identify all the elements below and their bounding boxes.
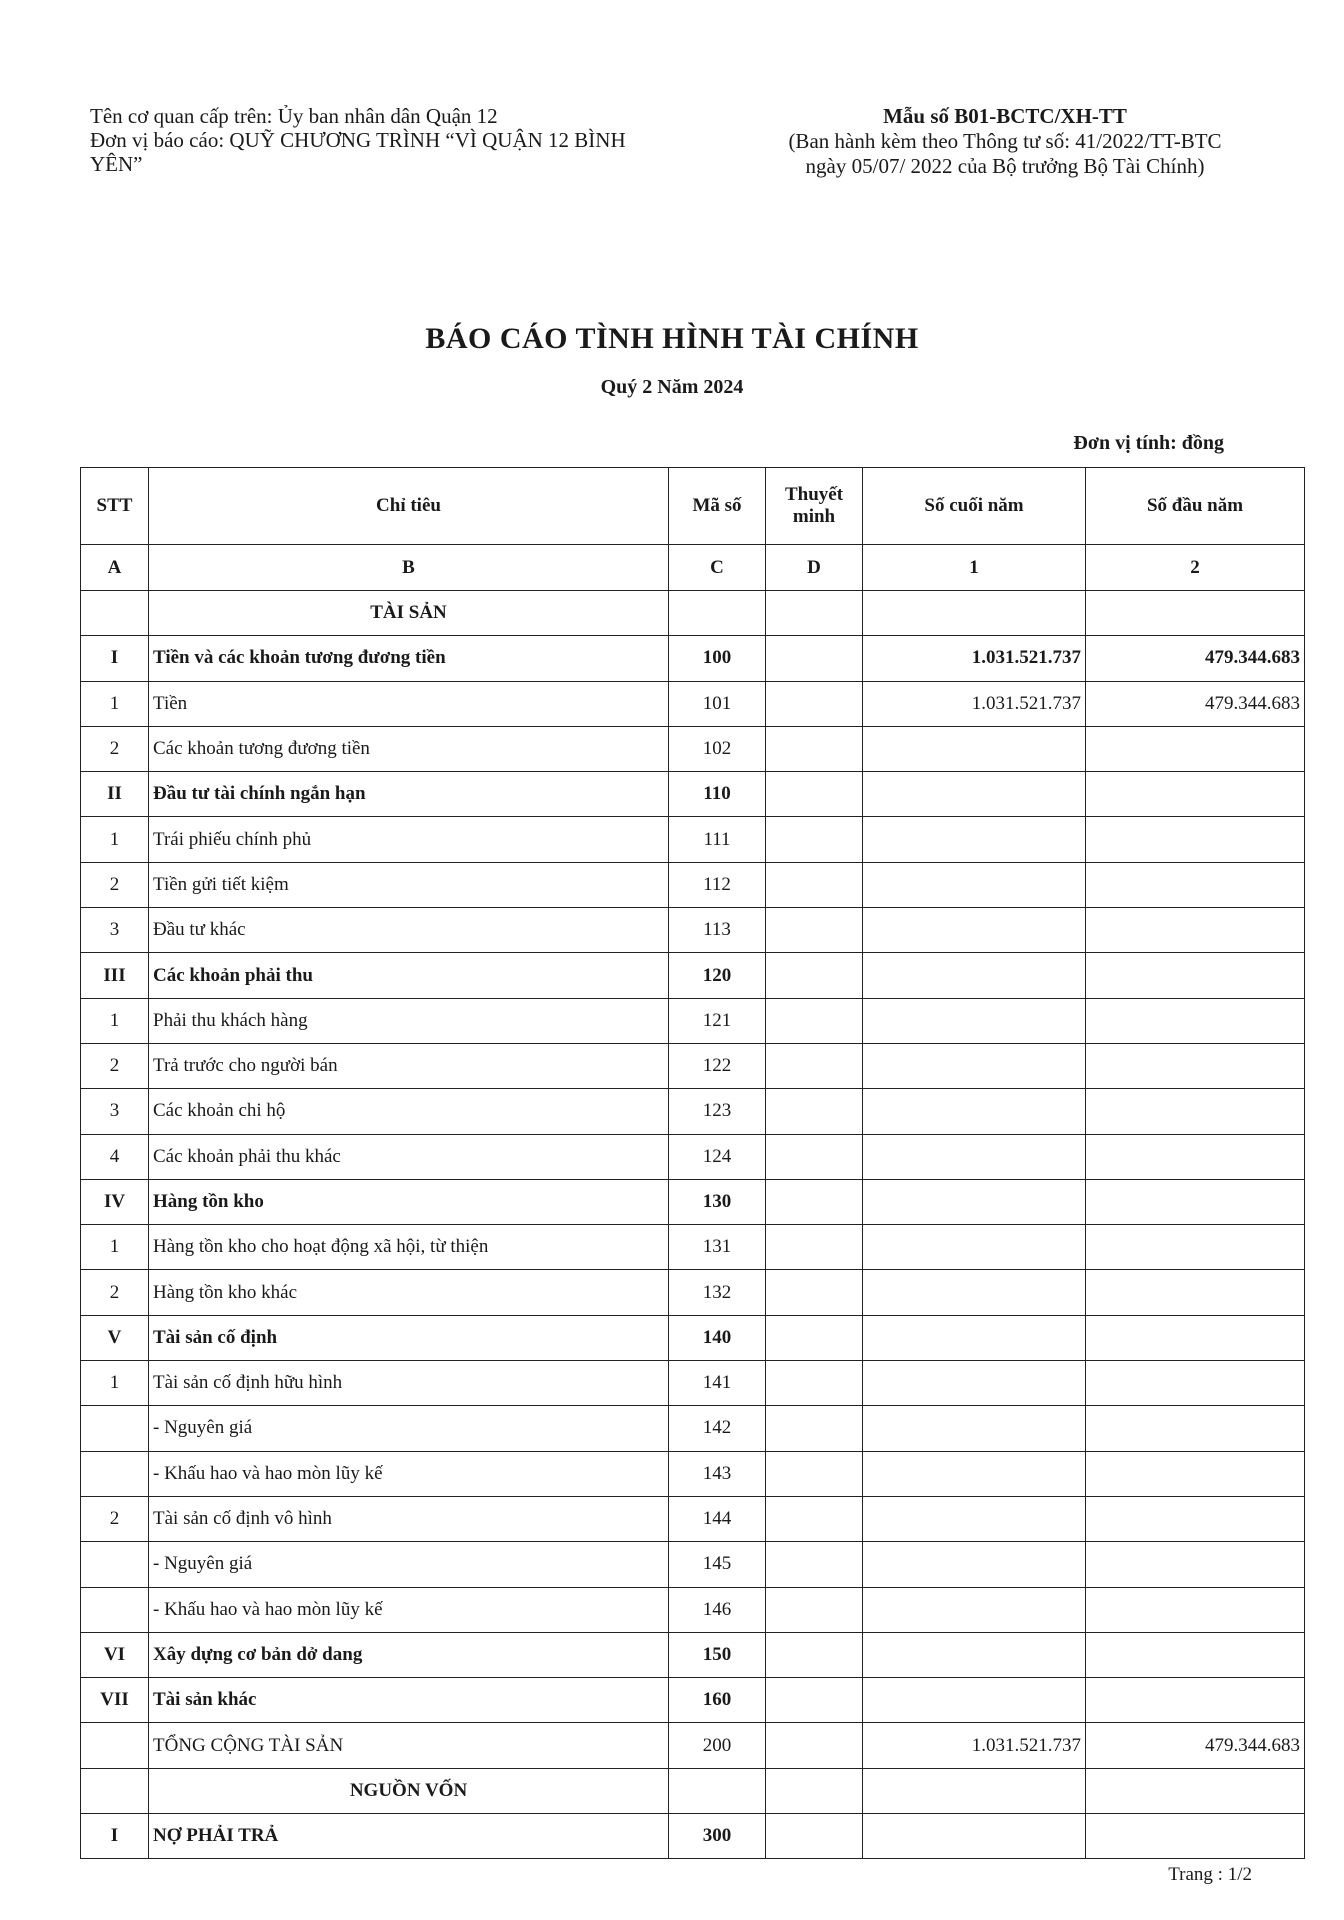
row-note xyxy=(766,1768,863,1813)
table-row xyxy=(81,1542,1305,1587)
row-code: 300 xyxy=(669,1814,766,1859)
row-code: 120 xyxy=(669,953,766,998)
row-code: 145 xyxy=(669,1542,766,1587)
row-end-of-year xyxy=(863,1814,1086,1859)
table-row xyxy=(81,908,1305,953)
row-stt: II xyxy=(81,772,149,817)
table-row xyxy=(81,1451,1305,1496)
row-note xyxy=(766,1723,863,1768)
row-indicator: TÀI SẢN xyxy=(149,591,669,636)
row-indicator: Các khoản chi hộ xyxy=(149,1089,669,1134)
row-note xyxy=(766,1089,863,1134)
column-letters-row xyxy=(81,545,1305,591)
row-indicator: Hàng tồn kho xyxy=(149,1179,669,1224)
row-note xyxy=(766,1587,863,1632)
row-end-of-year xyxy=(863,953,1086,998)
row-indicator: Đầu tư tài chính ngắn hạn xyxy=(149,772,669,817)
row-stt: 1 xyxy=(81,998,149,1043)
row-end-of-year xyxy=(863,1632,1086,1677)
form-number: Mẫu số B01-BCTC/XH-TT xyxy=(883,104,1127,128)
row-end-of-year: 1.031.521.737 xyxy=(863,681,1086,726)
row-note xyxy=(766,1496,863,1541)
row-beginning-of-year: 479.344.683 xyxy=(1086,681,1305,726)
row-beginning-of-year xyxy=(1086,1225,1305,1270)
row-note xyxy=(766,591,863,636)
row-stt xyxy=(81,591,149,636)
table-row xyxy=(81,862,1305,907)
row-end-of-year xyxy=(863,1768,1086,1813)
row-stt xyxy=(81,1768,149,1813)
row-stt: 1 xyxy=(81,1225,149,1270)
row-stt: 2 xyxy=(81,1043,149,1088)
row-code: 150 xyxy=(669,1632,766,1677)
report-period: Quý 2 Năm 2024 xyxy=(600,376,744,398)
row-stt: V xyxy=(81,1315,149,1360)
row-beginning-of-year xyxy=(1086,1496,1305,1541)
table-row xyxy=(81,1496,1305,1541)
table-row xyxy=(81,1270,1305,1315)
row-beginning-of-year: 479.344.683 xyxy=(1086,636,1305,681)
document-header-left xyxy=(90,104,710,176)
form-note-line1: (Ban hành kèm theo Thông tư số: 41/2022/TT-BTC xyxy=(788,129,1222,153)
row-stt xyxy=(81,1406,149,1451)
row-code: 113 xyxy=(669,908,766,953)
row-stt: 3 xyxy=(81,908,149,953)
col-header-note: Thuyết minh xyxy=(766,468,863,545)
row-indicator: NỢ PHẢI TRẢ xyxy=(149,1814,669,1859)
row-beginning-of-year xyxy=(1086,953,1305,998)
page-number: Trang : 1/2 xyxy=(1168,1864,1252,1885)
row-code: 200 xyxy=(669,1723,766,1768)
row-note xyxy=(766,1451,863,1496)
row-beginning-of-year xyxy=(1086,862,1305,907)
table-row xyxy=(81,1225,1305,1270)
table-row xyxy=(81,1179,1305,1224)
row-indicator: Hàng tồn kho cho hoạt động xã hội, từ thiện xyxy=(149,1225,669,1270)
row-beginning-of-year xyxy=(1086,998,1305,1043)
col-letter: 2 xyxy=(1086,545,1305,591)
row-end-of-year: 1.031.521.737 xyxy=(863,636,1086,681)
row-stt: 4 xyxy=(81,1134,149,1179)
table-row xyxy=(81,636,1305,681)
row-end-of-year xyxy=(863,1678,1086,1723)
row-end-of-year xyxy=(863,772,1086,817)
table-row xyxy=(81,681,1305,726)
row-indicator: Các khoản tương đương tiền xyxy=(149,726,669,771)
row-code: 143 xyxy=(669,1451,766,1496)
col-header-stt: STT xyxy=(81,468,149,545)
row-code xyxy=(669,591,766,636)
row-stt: I xyxy=(81,1814,149,1859)
table-header-row xyxy=(81,468,1305,545)
row-note xyxy=(766,1678,863,1723)
row-beginning-of-year xyxy=(1086,1134,1305,1179)
row-note xyxy=(766,1315,863,1360)
financial-report-table xyxy=(80,467,1305,1859)
table-row xyxy=(81,953,1305,998)
table-row xyxy=(81,1814,1305,1859)
row-indicator: Đầu tư khác xyxy=(149,908,669,953)
row-end-of-year: 1.031.521.737 xyxy=(863,1723,1086,1768)
row-stt xyxy=(81,1542,149,1587)
row-beginning-of-year xyxy=(1086,1406,1305,1451)
row-stt xyxy=(81,1723,149,1768)
row-beginning-of-year xyxy=(1086,726,1305,771)
col-header-indicator: Chỉ tiêu xyxy=(149,468,669,545)
row-stt: 1 xyxy=(81,1361,149,1406)
row-note xyxy=(766,862,863,907)
row-indicator: Các khoản phải thu xyxy=(149,953,669,998)
row-code: 122 xyxy=(669,1043,766,1088)
row-beginning-of-year xyxy=(1086,1361,1305,1406)
row-beginning-of-year xyxy=(1086,1179,1305,1224)
table-row xyxy=(81,998,1305,1043)
row-end-of-year xyxy=(863,1361,1086,1406)
row-end-of-year xyxy=(863,1270,1086,1315)
row-beginning-of-year xyxy=(1086,1814,1305,1859)
row-stt: 2 xyxy=(81,862,149,907)
row-code: 160 xyxy=(669,1678,766,1723)
row-note xyxy=(766,1361,863,1406)
row-note xyxy=(766,1542,863,1587)
table-row xyxy=(81,726,1305,771)
row-stt: 2 xyxy=(81,726,149,771)
row-end-of-year xyxy=(863,1406,1086,1451)
row-note xyxy=(766,1406,863,1451)
row-indicator: NGUỒN VỐN xyxy=(149,1768,669,1813)
row-end-of-year xyxy=(863,1496,1086,1541)
table-row xyxy=(81,1632,1305,1677)
row-end-of-year xyxy=(863,1134,1086,1179)
row-code: 121 xyxy=(669,998,766,1043)
row-code: 130 xyxy=(669,1179,766,1224)
row-end-of-year xyxy=(863,1451,1086,1496)
row-note xyxy=(766,636,863,681)
table-row xyxy=(81,591,1305,636)
parent-agency: Tên cơ quan cấp trên: Ủy ban nhân dân Quận 12 xyxy=(90,104,498,128)
row-beginning-of-year xyxy=(1086,1678,1305,1723)
reporting-unit-cont: YÊN” xyxy=(90,152,143,176)
row-end-of-year xyxy=(863,1542,1086,1587)
row-end-of-year xyxy=(863,908,1086,953)
row-beginning-of-year xyxy=(1086,817,1305,862)
row-beginning-of-year xyxy=(1086,591,1305,636)
table-row xyxy=(81,1134,1305,1179)
table-row xyxy=(81,1406,1305,1451)
row-stt: 3 xyxy=(81,1089,149,1134)
row-beginning-of-year: 479.344.683 xyxy=(1086,1723,1305,1768)
row-code: 123 xyxy=(669,1089,766,1134)
row-end-of-year xyxy=(863,817,1086,862)
row-beginning-of-year xyxy=(1086,772,1305,817)
row-note xyxy=(766,998,863,1043)
form-note-line2: ngày 05/07/ 2022 của Bộ trưởng Bộ Tài Chính) xyxy=(805,154,1205,178)
row-code xyxy=(669,1768,766,1813)
row-beginning-of-year xyxy=(1086,1587,1305,1632)
col-letter: C xyxy=(669,545,766,591)
row-indicator: Tiền xyxy=(149,681,669,726)
document-header-right xyxy=(745,104,1265,179)
col-letter: 1 xyxy=(863,545,1086,591)
row-end-of-year xyxy=(863,862,1086,907)
row-beginning-of-year xyxy=(1086,1768,1305,1813)
row-stt xyxy=(81,1451,149,1496)
row-code: 146 xyxy=(669,1587,766,1632)
row-note xyxy=(766,681,863,726)
row-indicator: Trả trước cho người bán xyxy=(149,1043,669,1088)
row-code: 140 xyxy=(669,1315,766,1360)
row-end-of-year xyxy=(863,1315,1086,1360)
row-note xyxy=(766,1225,863,1270)
table-row xyxy=(81,1768,1305,1813)
row-code: 112 xyxy=(669,862,766,907)
row-beginning-of-year xyxy=(1086,1315,1305,1360)
row-note xyxy=(766,726,863,771)
row-code: 110 xyxy=(669,772,766,817)
table-row xyxy=(81,1089,1305,1134)
row-stt: 1 xyxy=(81,681,149,726)
row-end-of-year xyxy=(863,998,1086,1043)
row-end-of-year xyxy=(863,1089,1086,1134)
row-code: 100 xyxy=(669,636,766,681)
row-indicator: - Nguyên giá xyxy=(149,1406,669,1451)
row-end-of-year xyxy=(863,1587,1086,1632)
table-row xyxy=(81,1587,1305,1632)
row-note xyxy=(766,1814,863,1859)
row-end-of-year xyxy=(863,1179,1086,1224)
row-indicator: Tài sản cố định hữu hình xyxy=(149,1361,669,1406)
row-stt xyxy=(81,1587,149,1632)
row-beginning-of-year xyxy=(1086,1043,1305,1088)
report-title: BÁO CÁO TÌNH HÌNH TÀI CHÍNH xyxy=(425,322,919,355)
row-beginning-of-year xyxy=(1086,1089,1305,1134)
row-stt: I xyxy=(81,636,149,681)
row-indicator: Xây dựng cơ bản dở dang xyxy=(149,1632,669,1677)
row-end-of-year xyxy=(863,591,1086,636)
row-beginning-of-year xyxy=(1086,1542,1305,1587)
row-indicator: - Khấu hao và hao mòn lũy kế xyxy=(149,1587,669,1632)
row-indicator: - Nguyên giá xyxy=(149,1542,669,1587)
row-code: 144 xyxy=(669,1496,766,1541)
row-end-of-year xyxy=(863,1043,1086,1088)
row-note xyxy=(766,1043,863,1088)
row-code: 111 xyxy=(669,817,766,862)
row-code: 101 xyxy=(669,681,766,726)
row-beginning-of-year xyxy=(1086,1270,1305,1315)
row-code: 141 xyxy=(669,1361,766,1406)
row-note xyxy=(766,817,863,862)
row-end-of-year xyxy=(863,726,1086,771)
row-beginning-of-year xyxy=(1086,1451,1305,1496)
row-indicator: - Khấu hao và hao mòn lũy kế xyxy=(149,1451,669,1496)
table-row xyxy=(81,1315,1305,1360)
row-note xyxy=(766,1632,863,1677)
row-code: 132 xyxy=(669,1270,766,1315)
table-row xyxy=(81,1678,1305,1723)
row-end-of-year xyxy=(863,1225,1086,1270)
row-stt: 2 xyxy=(81,1496,149,1541)
row-note xyxy=(766,908,863,953)
row-stt: 2 xyxy=(81,1270,149,1315)
row-indicator: Tiền gửi tiết kiệm xyxy=(149,862,669,907)
row-stt: IV xyxy=(81,1179,149,1224)
row-indicator: Tiền và các khoản tương đương tiền xyxy=(149,636,669,681)
table-row xyxy=(81,1361,1305,1406)
row-indicator: Phải thu khách hàng xyxy=(149,998,669,1043)
col-header-beginning-of-year: Số đầu năm xyxy=(1086,468,1305,545)
col-header-end-of-year: Số cuối năm xyxy=(863,468,1086,545)
currency-unit: Đơn vị tính: đồng xyxy=(1073,432,1224,454)
row-indicator: Các khoản phải thu khác xyxy=(149,1134,669,1179)
row-beginning-of-year xyxy=(1086,1632,1305,1677)
col-letter: A xyxy=(81,545,149,591)
row-code: 131 xyxy=(669,1225,766,1270)
row-code: 102 xyxy=(669,726,766,771)
row-note xyxy=(766,953,863,998)
row-stt: 1 xyxy=(81,817,149,862)
row-note xyxy=(766,1179,863,1224)
row-stt: III xyxy=(81,953,149,998)
row-note xyxy=(766,772,863,817)
row-indicator: Tài sản khác xyxy=(149,1678,669,1723)
col-header-code: Mã số xyxy=(669,468,766,545)
row-stt: VII xyxy=(81,1678,149,1723)
table-row xyxy=(81,1043,1305,1088)
table-row xyxy=(81,817,1305,862)
row-indicator: Tài sản cố định xyxy=(149,1315,669,1360)
row-beginning-of-year xyxy=(1086,908,1305,953)
row-note xyxy=(766,1270,863,1315)
row-code: 142 xyxy=(669,1406,766,1451)
reporting-unit: Đơn vị báo cáo: QUỸ CHƯƠNG TRÌNH “VÌ QUẬN 12 BÌNH xyxy=(90,128,626,152)
row-indicator: TỔNG CỘNG TÀI SẢN xyxy=(149,1723,669,1768)
col-letter: B xyxy=(149,545,669,591)
row-indicator: Trái phiếu chính phủ xyxy=(149,817,669,862)
table-row xyxy=(81,772,1305,817)
row-indicator: Hàng tồn kho khác xyxy=(149,1270,669,1315)
col-letter: D xyxy=(766,545,863,591)
row-code: 124 xyxy=(669,1134,766,1179)
row-note xyxy=(766,1134,863,1179)
table-row xyxy=(81,1723,1305,1768)
row-stt: VI xyxy=(81,1632,149,1677)
row-indicator: Tài sản cố định vô hình xyxy=(149,1496,669,1541)
